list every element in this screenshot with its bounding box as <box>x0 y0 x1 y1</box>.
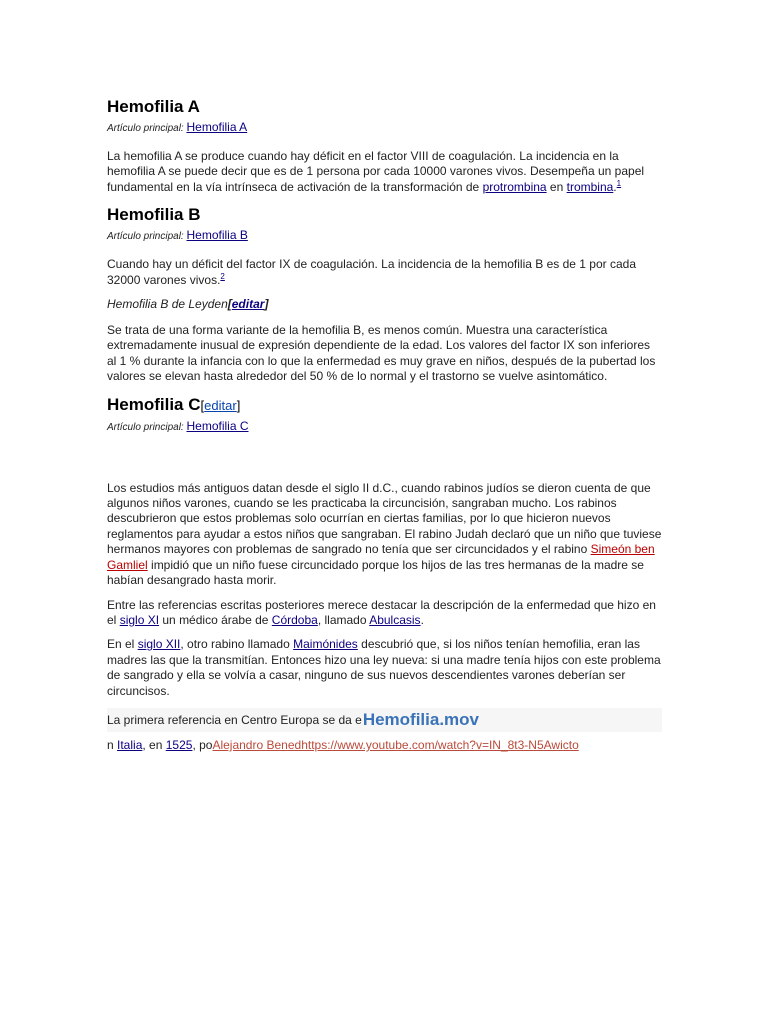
text: . <box>613 179 617 194</box>
edit-link-c[interactable]: editar <box>204 397 237 413</box>
link-hemofilia-b[interactable]: Hemofilia B <box>186 228 248 243</box>
paragraph-history-1 <box>107 481 662 589</box>
link-alejandro-youtube[interactable]: Alejandro Benedhttps://www.youtube.com/watch?v=IN_8t3-N5Awicto <box>212 737 579 752</box>
link-italia[interactable]: Italia <box>117 737 143 752</box>
paragraph-hemofilia-b <box>107 257 662 288</box>
paragraph-history-5 <box>107 738 662 753</box>
text: Cuando hay un déficit del factor IX de coagulación. La incidencia de la hemofilia B es de 1 por cada 32000 varones vivos. <box>107 257 637 287</box>
text: Los estudios más antiguos datan desde el siglo II d.C., cuando rabinos judíos se dieron cuenta de que algunos niños varones, cuando se les practicaba la circuncisión, sangraban mucho. Los rabinos descubrieron que estos problemas solo ocurrían en ciertas familias, por lo que hicieron nuevos reglamentos para ayudar a estos niños que sangraban. El rabino Judah declaró que un niño que tuviese hermanos mayores con problemas de sangrado no tenía que ser circuncidados y el rabino <box>107 480 662 557</box>
link-simeon-ben-gamliel[interactable]: Simeón ben Gamliel <box>107 542 655 572</box>
paragraph-history-2 <box>107 598 662 629</box>
text: impidió que un niño fuese circuncidado porque los hijos de las tres hermanas de la madre se habían desangrado hasta morir. <box>107 557 644 588</box>
link-hemofilia-a[interactable]: Hemofilia A <box>186 120 248 134</box>
edit-section-leyden <box>228 297 269 311</box>
link-1525[interactable]: 1525 <box>165 737 193 752</box>
text: , llamado <box>317 612 370 627</box>
link-cordoba[interactable]: Córdoba <box>271 612 318 627</box>
text: , otro rabino llamado <box>180 637 294 652</box>
main-article-label: Artículo principal: <box>107 421 184 433</box>
heading-hemofilia-c <box>107 394 662 417</box>
edit-section-c <box>201 398 241 413</box>
bracket-close: ] <box>236 397 241 413</box>
main-article-note-b <box>107 228 662 244</box>
text: , po <box>192 737 213 752</box>
link-hemofilia-c[interactable]: Hemofilia C <box>186 418 249 433</box>
text: En el <box>107 637 138 652</box>
paragraph-leyden: Se trata de una forma variante de la hemofilia B, es menos común. Muestra una característica extremadamente inusual de expresión dependiente de la edad. Los valores del factor IX son inferiores al 1 % durante la infancia con lo que la enfermedad es muy grave en niños, después de la pubertad los valores se elevan hasta alrededor del 50 % de lo normal y el trastorno se vuelve asintomático. <box>107 323 656 384</box>
text: Entre las referencias escritas posteriores merece destacar la descripción de la enfermedad que hizo en el <box>107 597 656 627</box>
article-page <box>107 96 662 753</box>
main-article-label: Artículo principal: <box>107 231 184 243</box>
link-abulcasis[interactable]: Abulcasis <box>369 612 421 627</box>
subheading-leyden <box>107 297 662 312</box>
text: n <box>107 737 118 752</box>
video-embed-bar[interactable] <box>107 708 662 732</box>
edit-link-leyden[interactable]: editar <box>231 297 265 312</box>
main-article-label: Artículo principal: <box>107 123 184 134</box>
leyden-title: Hemofilia B de Leyden <box>107 297 228 312</box>
reference-2[interactable]: 2 <box>220 271 225 281</box>
bracket-open: [ <box>227 297 232 312</box>
link-siglo-xii[interactable]: siglo XII <box>137 637 181 652</box>
paragraph-history-3 <box>107 637 662 699</box>
text: un médico árabe de <box>159 612 272 627</box>
main-article-note-a <box>107 120 662 136</box>
link-maimonides[interactable]: Maimónides <box>293 637 358 652</box>
bracket-open: [ <box>200 397 205 413</box>
text: La hemofilia A se produce cuando hay déficit en el factor VIII de coagulación. La incidencia en la hemofilia A se puede decir que es de 1 persona por cada 10000 varones vivos. Desempeña un papel fundamental en la vía intrínseca de activación de la transformación de <box>107 149 645 194</box>
link-trombina[interactable]: trombina <box>566 179 614 194</box>
text: La primera referencia en Centro Europa se da e <box>107 712 362 727</box>
text: , en <box>142 737 166 752</box>
paragraph-hemofilia-a <box>107 149 662 195</box>
link-siglo-xi[interactable]: siglo XI <box>119 612 160 627</box>
heading-text: Hemofilia C <box>107 394 201 414</box>
text: . <box>420 612 424 627</box>
text: descubrió que, si los niños tenían hemofilia, eran las madres las que la transmitían. Entonces hizo una ley nueva: si una madre tenía hijos con este problema de sangrado y ella se volvía a casar, ninguno de sus nuevos descendientes varones deberían ser circuncisos. <box>107 637 661 698</box>
heading-hemofilia-b: Hemofilia B <box>107 205 201 225</box>
spacer <box>107 448 662 481</box>
link-protrombina[interactable]: protrombina <box>482 179 547 194</box>
video-title[interactable]: Hemofilia.mov <box>362 709 480 729</box>
reference-1[interactable]: 1 <box>616 178 622 188</box>
bracket-close: ] <box>264 297 269 312</box>
heading-hemofilia-a: Hemofilia A <box>107 97 200 116</box>
text: en <box>546 179 567 194</box>
main-article-note-c <box>107 419 662 435</box>
